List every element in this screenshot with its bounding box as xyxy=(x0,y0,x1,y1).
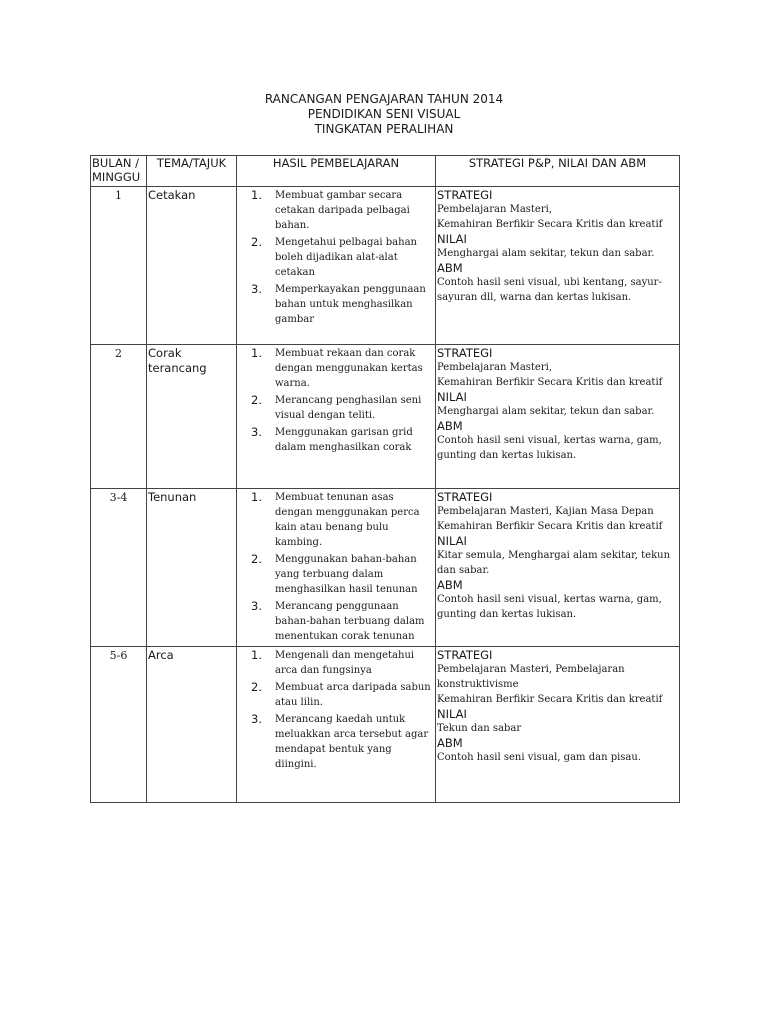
outcome-item xyxy=(237,393,431,423)
nilai-text: Kitar semula, Menghargai alam sekitar, tekun dan sabar. xyxy=(437,550,671,576)
abm-label: ABM xyxy=(437,578,463,592)
nilai-text: Menghargai alam sekitar, tekun dan sabar. xyxy=(437,248,655,259)
strategi-text: Pembelajaran Masteri, Kajian Masa Depan xyxy=(437,506,654,517)
nilai-label: NILAI xyxy=(437,707,467,721)
document-title xyxy=(0,92,768,137)
outcome-number: 3. xyxy=(251,425,262,439)
outcome-list xyxy=(237,346,431,455)
cell-bulan: 2 xyxy=(91,345,147,489)
strategi-text: Kemahiran Berfikir Secara Kritis dan kreatif xyxy=(437,377,663,388)
outcome-number: 2. xyxy=(251,552,262,566)
cell-strategi xyxy=(436,187,680,345)
nilai-text: Tekun dan sabar xyxy=(437,723,522,734)
header-strategi: STRATEGI P&P, NILAI DAN ABM xyxy=(436,156,680,187)
strategi-label: STRATEGI xyxy=(437,346,493,360)
strategi-label: STRATEGI xyxy=(437,648,493,662)
outcome-list xyxy=(237,490,431,644)
outcome-item xyxy=(237,648,431,678)
outcome-number: 2. xyxy=(251,393,262,407)
title-line-2: PENDIDIKAN SENI VISUAL xyxy=(307,107,461,121)
abm-label: ABM xyxy=(437,736,463,750)
outcome-text: Memperkayakan penggunaan bahan untuk menghasilkan gambar xyxy=(275,284,426,325)
outcome-item xyxy=(237,282,431,327)
abm-text: Contoh hasil seni visual, gam dan pisau. xyxy=(437,752,642,763)
cell-strategi xyxy=(436,345,680,489)
strategi-label: STRATEGI xyxy=(437,188,493,202)
cell-tema: Tenunan xyxy=(147,489,237,647)
outcome-number: 1. xyxy=(251,188,262,202)
outcome-number: 3. xyxy=(251,599,262,613)
outcome-text: Membuat gambar secara cetakan daripada pelbagai bahan. xyxy=(275,190,410,231)
outcome-item xyxy=(237,680,431,710)
abm-label: ABM xyxy=(437,261,463,275)
nilai-label: NILAI xyxy=(437,232,467,246)
cell-tema: Cetakan xyxy=(147,187,237,345)
cell-strategi xyxy=(436,489,680,647)
cell-strategi xyxy=(436,647,680,803)
outcome-number: 1. xyxy=(251,490,262,504)
outcome-number: 2. xyxy=(251,235,262,249)
cell-bulan: 3-4 xyxy=(91,489,147,647)
cell-tema: Arca xyxy=(147,647,237,803)
outcome-text: Membuat rekaan dan corak dengan menggunakan kertas warna. xyxy=(275,348,423,389)
outcome-item xyxy=(237,712,431,772)
outcome-item xyxy=(237,425,431,455)
outcome-list xyxy=(237,648,431,772)
strategi-text: Pembelajaran Masteri, Pembelajaran konstruktivisme xyxy=(437,664,625,690)
cell-hasil xyxy=(237,345,436,489)
abm-text: Contoh hasil seni visual, ubi kentang, sayur-sayuran dll, warna dan kertas lukisan. xyxy=(437,277,662,303)
table-row xyxy=(91,647,680,803)
abm-label: ABM xyxy=(437,419,463,433)
outcome-item xyxy=(237,346,431,391)
nilai-text: Menghargai alam sekitar, tekun dan sabar. xyxy=(437,406,655,417)
outcome-text: Menggunakan bahan-bahan yang terbuang dalam menghasilkan hasil tenunan xyxy=(275,554,418,595)
outcome-text: Membuat arca daripada sabun atau lilin. xyxy=(275,682,431,708)
outcome-text: Membuat tenunan asas dengan menggunakan perca kain atau benang bulu kambing. xyxy=(275,492,420,548)
strategi-label: STRATEGI xyxy=(437,490,493,504)
cell-bulan: 5-6 xyxy=(91,647,147,803)
abm-text: Contoh hasil seni visual, kertas warna, gam, gunting dan kertas lukisan. xyxy=(437,594,662,620)
strategi-text: Kemahiran Berfikir Secara Kritis dan kreatif xyxy=(437,694,663,705)
header-bulan: BULAN / MINGGU xyxy=(91,156,147,187)
strategi-text: Pembelajaran Masteri, xyxy=(437,362,553,373)
nilai-label: NILAI xyxy=(437,390,467,404)
outcome-item xyxy=(237,599,431,644)
table-row xyxy=(91,345,680,489)
outcome-number: 2. xyxy=(251,680,262,694)
outcome-item xyxy=(237,188,431,233)
abm-text: Contoh hasil seni visual, kertas warna, gam, gunting dan kertas lukisan. xyxy=(437,435,662,461)
table-row xyxy=(91,187,680,345)
strategi-text: Pembelajaran Masteri, xyxy=(437,204,553,215)
header-tema: TEMA/TAJUK xyxy=(147,156,237,187)
outcome-text: Mengenali dan mengetahui arca dan fungsinya xyxy=(275,650,415,676)
header-hasil: HASIL PEMBELAJARAN xyxy=(237,156,436,187)
table-header-row xyxy=(91,156,680,187)
outcome-text: Merancang kaedah untuk meluakkan arca tersebut agar mendapat bentuk yang diingini. xyxy=(275,714,429,770)
strategi-text: Kemahiran Berfikir Secara Kritis dan kreatif xyxy=(437,219,663,230)
outcome-number: 3. xyxy=(251,282,262,296)
cell-tema: Corak terancang xyxy=(147,345,237,489)
outcome-number: 1. xyxy=(251,346,262,360)
title-line-1: RANCANGAN PENGAJARAN TAHUN 2014 xyxy=(264,92,504,106)
outcome-number: 3. xyxy=(251,712,262,726)
nilai-label: NILAI xyxy=(437,534,467,548)
title-line-3: TINGKATAN PERALIHAN xyxy=(314,122,454,136)
cell-hasil xyxy=(237,187,436,345)
outcome-item xyxy=(237,552,431,597)
cell-hasil xyxy=(237,647,436,803)
outcome-text: Merancang penggunaan bahan-bahan terbuang dalam menentukan corak tenunan xyxy=(275,601,425,642)
outcome-list xyxy=(237,188,431,327)
strategi-text: Kemahiran Berfikir Secara Kritis dan kreatif xyxy=(437,521,663,532)
cell-bulan: 1 xyxy=(91,187,147,345)
outcome-text: Mengetahui pelbagai bahan boleh dijadikan alat-alat cetakan xyxy=(275,237,417,278)
lesson-plan-table xyxy=(90,155,680,803)
outcome-text: Menggunakan garisan grid dalam menghasilkan corak xyxy=(275,427,413,453)
outcome-text: Merancang penghasilan seni visual dengan teliti. xyxy=(275,395,422,421)
table-row xyxy=(91,489,680,647)
outcome-number: 1. xyxy=(251,648,262,662)
cell-hasil xyxy=(237,489,436,647)
outcome-item xyxy=(237,235,431,280)
outcome-item xyxy=(237,490,431,550)
